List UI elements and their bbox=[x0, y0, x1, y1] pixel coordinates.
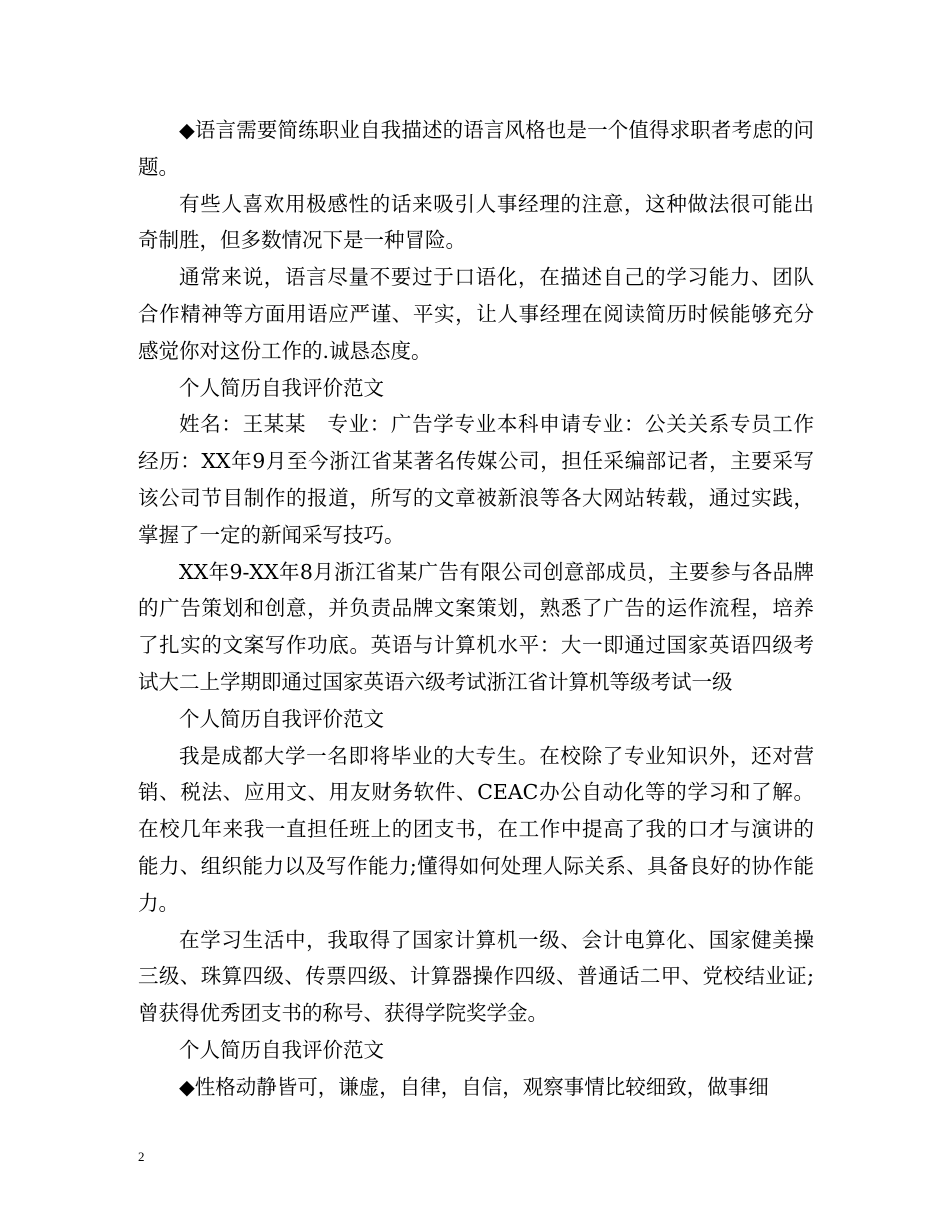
paragraph-emotional-words: 有些人喜欢用极感性的话来吸引人事经理的注意，这种做法很可能出奇制胜，但多数情况下是一种冒险。 bbox=[138, 191, 814, 253]
paragraph-personality: ◆性格动静皆可，谦虚，自律，自信，观察事情比较细致，做事细 bbox=[179, 1074, 769, 1099]
page-number: 2 bbox=[138, 1149, 145, 1164]
paragraph-name-and-experience: 姓名：王某某 专业：广告学专业本科申请专业：公关关系专员工作经历：XX年9月至今浙江省某著名传媒公司，担任采编部记者，主要采写该公司节目制作的报道，所写的文章被新浪等各大网站转载，通过实践，掌握了一定的新闻采写技巧。 bbox=[138, 412, 814, 547]
paragraph-certificates: 在学习生活中，我取得了国家计算机一级、会计电算化、国家健美操三级、珠算四级、传票四级、计算器操作四级、普通话二甲、党校结业证;曾获得优秀团支书的称号、获得学院奖学金。 bbox=[138, 927, 814, 1026]
section-heading-sample-2: 个人简历自我评价范文 bbox=[179, 706, 384, 731]
paragraph-chengdu-student: 我是成都大学一名即将毕业的大专生。在校除了专业知识外，还对营销、税法、应用文、用友财务软件、CEAC办公自动化等的学习和了解。在校几年来我一直担任班上的团支书，在工作中提高了我的口才与演讲的能力、组织能力以及写作能力;懂得如何处理人际关系、具备良好的协作能力。 bbox=[138, 743, 814, 915]
paragraph-advertising-experience: XX年9-XX年8月浙江省某广告有限公司创意部成员，主要参与各品牌的广告策划和创意，并负责品牌文案策划，熟悉了广告的运作流程，培养了扎实的文案写作功底。英语与计算机水平：大一即通过国家英语四级考试大二上学期即通过国家英语六级考试浙江省计算机等级考试一级 bbox=[138, 559, 814, 694]
paragraph-language-style: ◆语言需要简练职业自我描述的语言风格也是一个值得求职者考虑的问题。 bbox=[138, 118, 814, 179]
section-heading-sample-3: 个人简历自我评价范文 bbox=[179, 1037, 384, 1062]
document-body bbox=[138, 112, 814, 1106]
section-heading-sample-1: 个人简历自我评价范文 bbox=[179, 375, 384, 400]
paragraph-avoid-colloquial: 通常来说，语言尽量不要过于口语化，在描述自己的学习能力、团队合作精神等方面用语应严谨、平实，让人事经理在阅读简历时候能够充分感觉你对这份工作的.诚恳态度。 bbox=[138, 265, 814, 363]
